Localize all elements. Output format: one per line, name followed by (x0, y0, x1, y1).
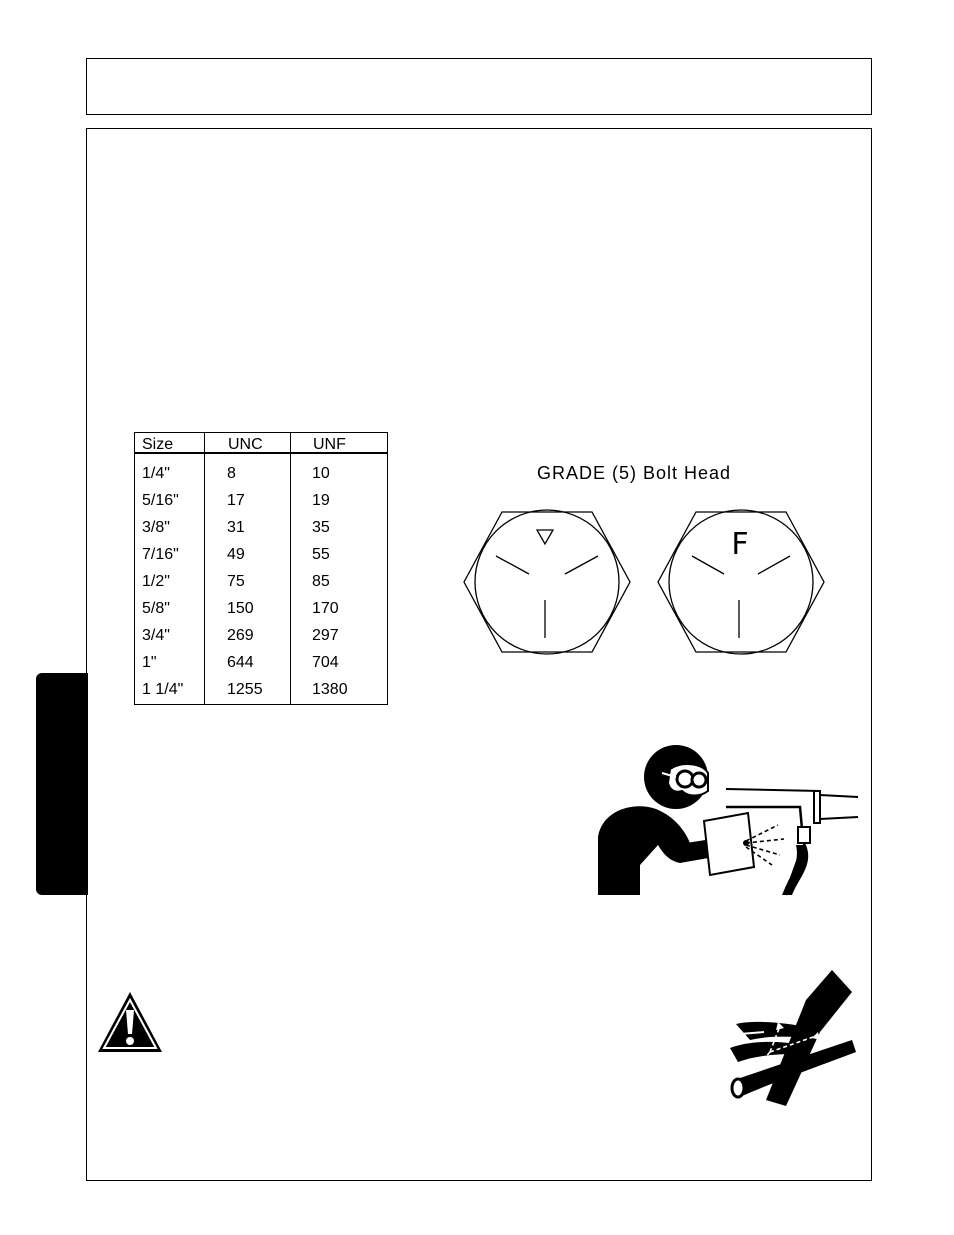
header-unc: UNC (228, 436, 263, 453)
torque-table (134, 432, 388, 705)
hand-fluid-injection-icon (724, 970, 858, 1108)
header-unf: UNF (313, 436, 346, 453)
header-size: Size (142, 436, 174, 453)
table-cell: 297 (312, 627, 339, 644)
bolt-mark-f-text: F (731, 527, 749, 562)
table-cell: 1 1/4" (142, 681, 184, 698)
bolt-diagram-title: GRADE (5) Bolt Head (537, 463, 732, 483)
table-cell: 1/2" (142, 573, 170, 590)
table-cell: 1380 (312, 681, 348, 698)
table-cell: 35 (312, 519, 330, 536)
table-cell: 3/4" (142, 627, 170, 644)
table-cell: 269 (227, 627, 254, 644)
table-cell: 10 (312, 465, 330, 482)
table-cell: 1255 (227, 681, 263, 698)
table-cell: 19 (312, 492, 330, 509)
table-cell: 75 (227, 573, 245, 590)
page-header-box (86, 58, 872, 115)
table-cell: 55 (312, 546, 330, 563)
warning-triangle-icon (96, 990, 164, 1054)
table-cell: 170 (312, 600, 339, 617)
table-cell: 49 (227, 546, 245, 563)
table-cell: 1/4" (142, 465, 170, 482)
column-divider (204, 433, 205, 704)
table-cell: 5/8" (142, 600, 170, 617)
bolt-head-f-mark-icon (656, 510, 826, 655)
table-cell: 150 (227, 600, 254, 617)
bolt-head-triangle-mark-icon (462, 510, 632, 655)
section-side-tab (36, 673, 88, 895)
table-cell: 3/8" (142, 519, 170, 536)
table-cell: 8 (227, 465, 236, 482)
operator-with-goggles-checking-leak-icon (596, 745, 858, 895)
table-cell: 31 (227, 519, 245, 536)
table-cell: 644 (227, 654, 254, 671)
table-cell: 85 (312, 573, 330, 590)
table-cell: 1" (142, 654, 157, 671)
table-cell: 17 (227, 492, 245, 509)
table-cell: 7/16" (142, 546, 179, 563)
table-cell: 704 (312, 654, 339, 671)
table-cell: 5/16" (142, 492, 179, 509)
column-divider (290, 433, 291, 704)
